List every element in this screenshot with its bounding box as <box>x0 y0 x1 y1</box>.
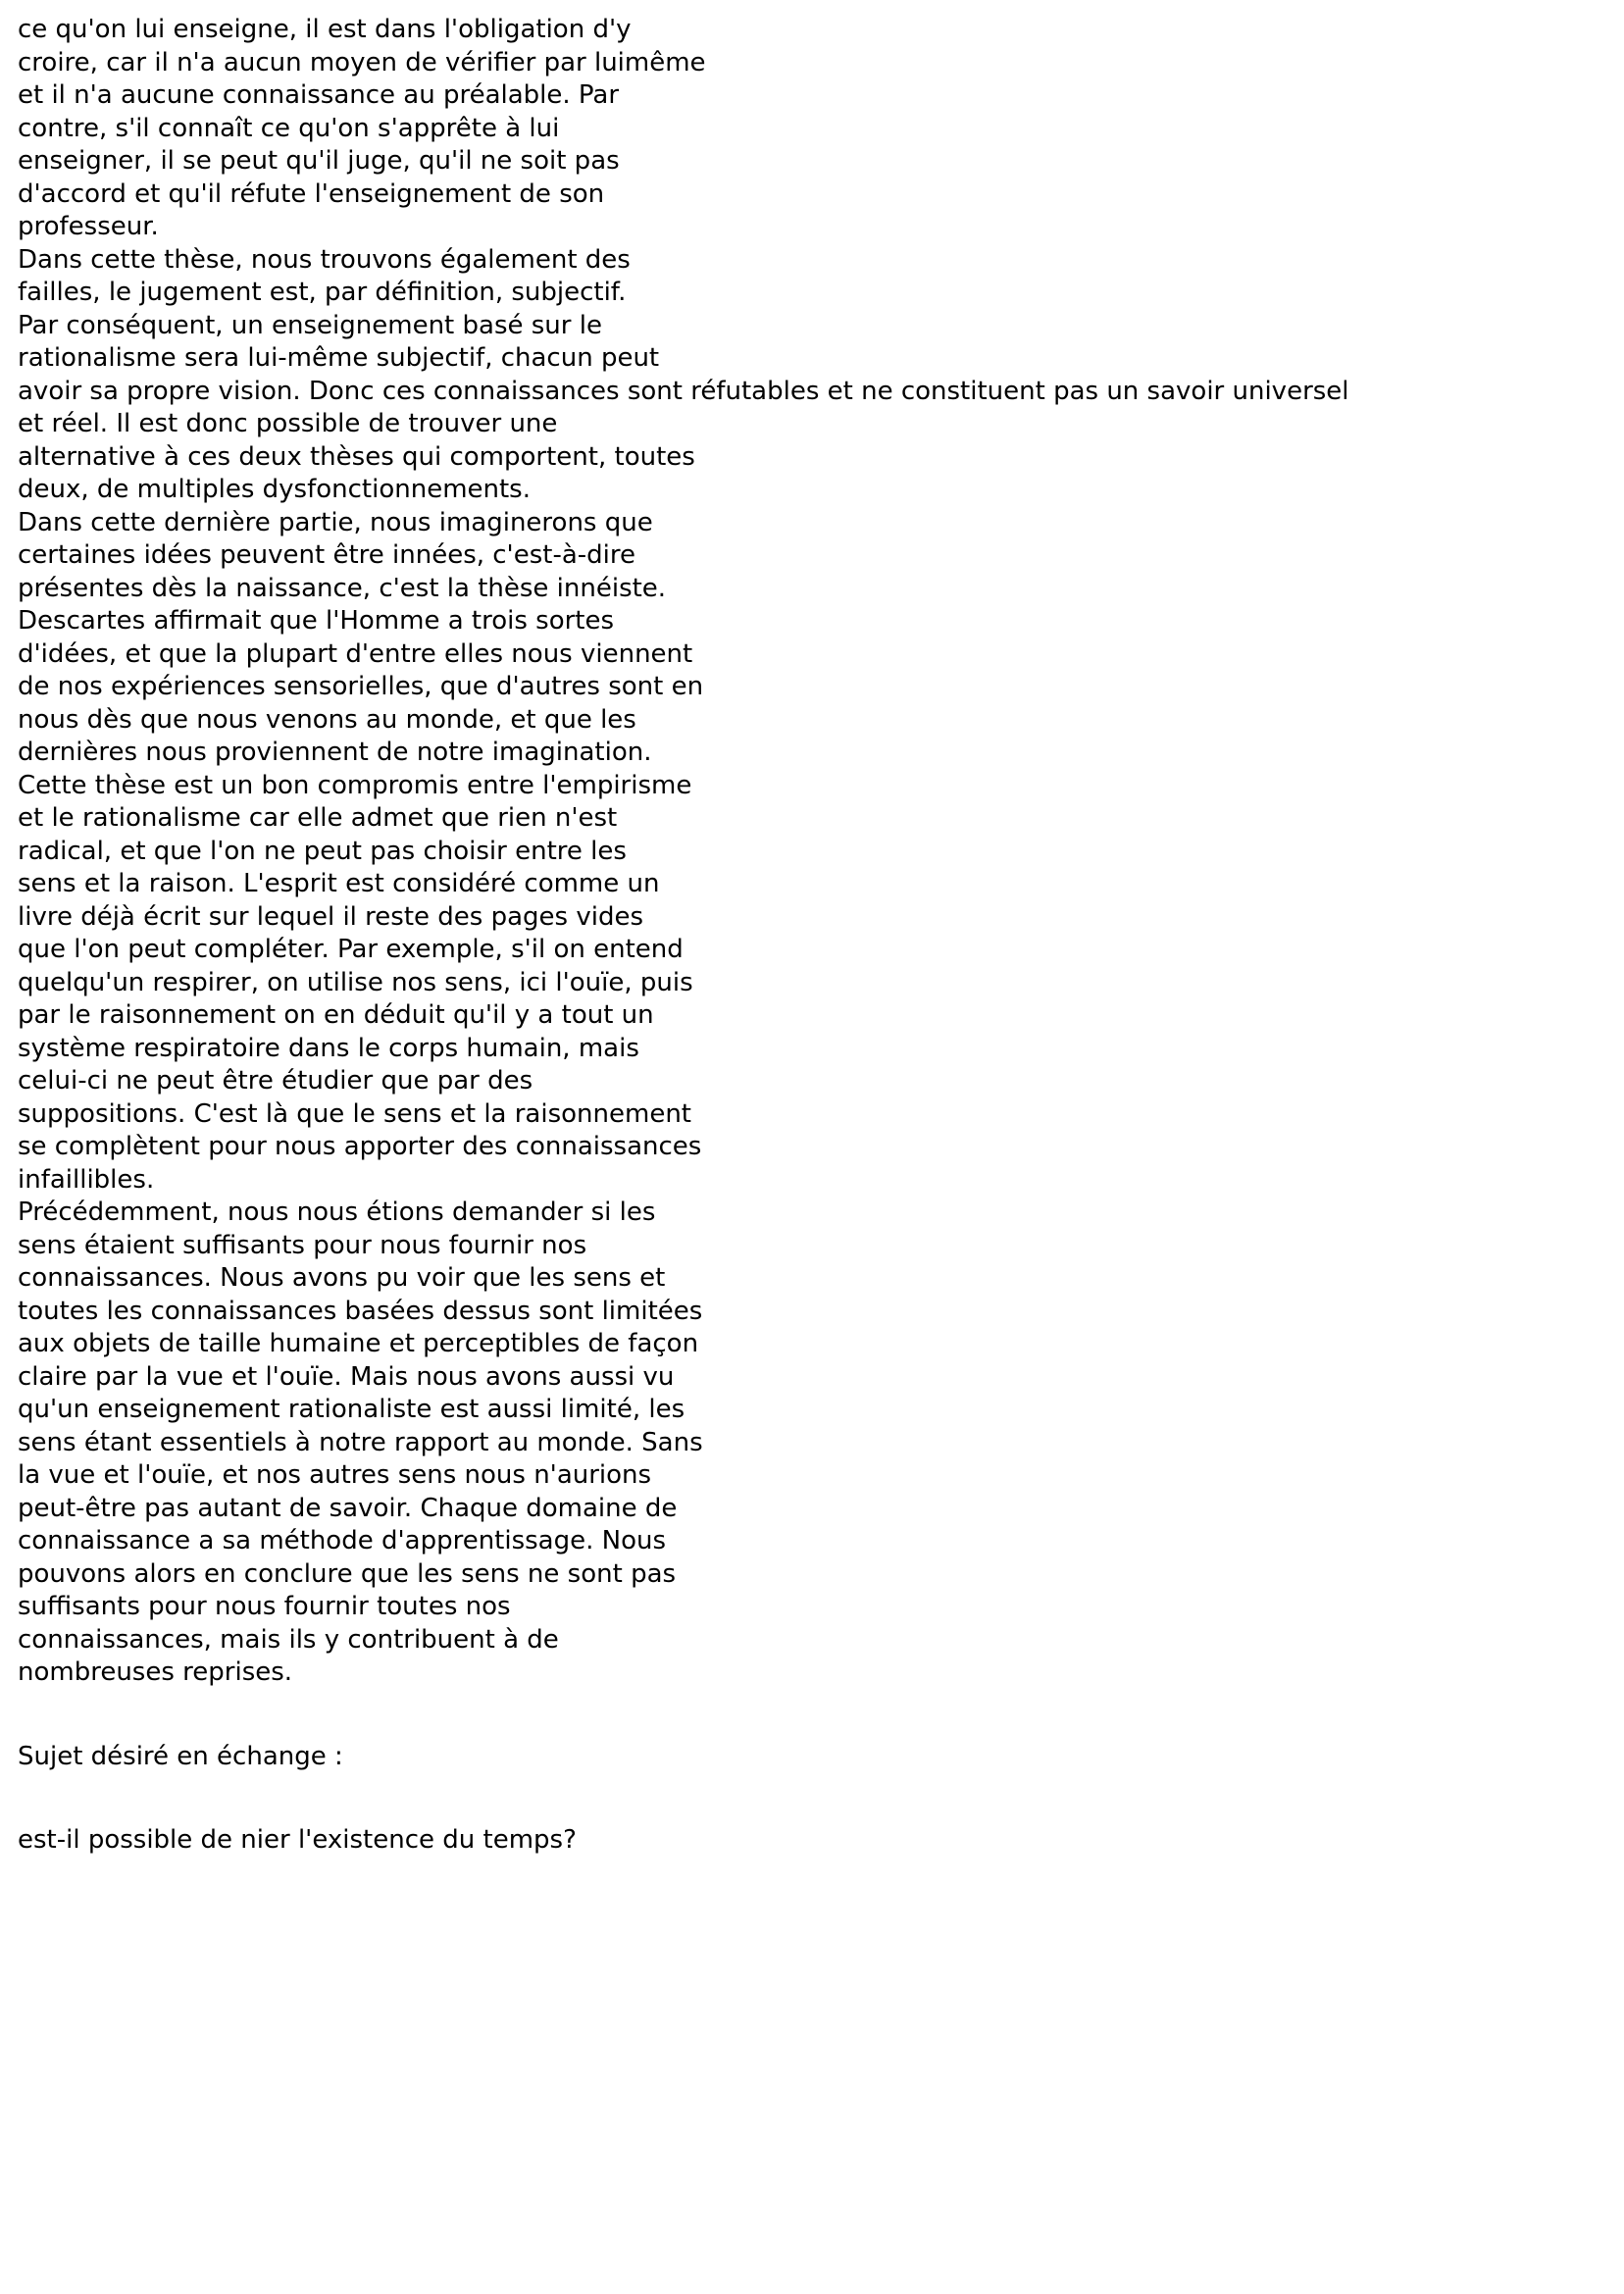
text-line: présentes dès la naissance, c'est la thèse innéiste. <box>18 573 667 603</box>
text-line: Par conséquent, un enseignement basé sur le <box>18 310 602 340</box>
text-line: suffisants pour nous fournir toutes nos <box>18 1592 511 1621</box>
text-line: croire, car il n'a aucun moyen de vérifier par luimême <box>18 47 706 77</box>
text-line: quelqu'un respirer, on utilise nos sens, ici l'ouïe, puis <box>18 967 693 997</box>
text-line: pouvons alors en conclure que les sens ne sont pas <box>18 1558 677 1589</box>
text-line: dernières nous proviennent de notre imagination. <box>18 738 652 767</box>
text-line: système respiratoire dans le corps humain, mais <box>18 1033 639 1063</box>
text-line: Descartes affirmait que l'Homme a trois sortes <box>18 606 615 636</box>
text-line: Cette thèse est un bon compromis entre l'empirisme <box>18 770 692 800</box>
text-line: Dans cette dernière partie, nous imaginerons que <box>18 507 653 537</box>
document-page <box>18 14 1606 1858</box>
text-line: sens et la raison. L'esprit est considéré comme un <box>18 869 660 898</box>
text-line: aux objets de taille humaine et perceptibles de façon <box>18 1329 699 1358</box>
spacer <box>18 1690 1606 1741</box>
text-line: certaines idées peuvent être innées, c'est-à-dire <box>18 540 635 570</box>
text-line: celui-ci ne peut être étudier que par des <box>18 1066 533 1096</box>
exchange-label: Sujet désiré en échange : <box>18 1741 343 1771</box>
text-line: et réel. Il est donc possible de trouver une <box>18 409 558 438</box>
text-line: rationalisme sera lui-même subjectif, chacun peut <box>18 343 660 373</box>
text-line: radical, et que l'on ne peut pas choisir entre les <box>18 836 627 866</box>
text-line: se complètent pour nous apporter des connaissances <box>18 1132 702 1161</box>
text-line: de nos expériences sensorielles, que d'autres sont en <box>18 672 704 701</box>
text-line: d'accord et qu'il réfute l'enseignement de son <box>18 178 605 209</box>
text-line: et il n'a aucune connaissance au préalable. Par <box>18 80 620 110</box>
essay-body <box>18 14 1606 1690</box>
text-line: nombreuses reprises. <box>18 1657 293 1687</box>
text-line: Dans cette thèse, nous trouvons également des <box>18 244 631 275</box>
text-line: contre, s'il connaît ce qu'on s'apprête à lui <box>18 113 560 143</box>
text-line: sens étaient suffisants pour nous fournir nos <box>18 1230 587 1260</box>
text-line: avoir sa propre vision. Donc ces connaissances sont réfutables et ne constituent pas un savoir universel <box>18 376 1349 406</box>
text-line: peut-être pas autant de savoir. Chaque domaine de <box>18 1493 678 1523</box>
text-line: connaissances. Nous avons pu voir que les sens et <box>18 1263 666 1293</box>
text-line: deux, de multiples dysfonctionnements. <box>18 475 531 504</box>
spacer <box>18 1773 1606 1824</box>
text-line: la vue et l'ouïe, et nos autres sens nous n'aurions <box>18 1460 652 1490</box>
text-line: alternative à ces deux thèses qui comportent, toutes <box>18 441 695 472</box>
text-line: failles, le jugement est, par définition, subjectif. <box>18 278 627 307</box>
text-line: professeur. <box>18 212 159 241</box>
text-line: connaissance a sa méthode d'apprentissage. Nous <box>18 1526 667 1555</box>
text-line: sens étant essentiels à notre rapport au monde. Sans <box>18 1427 703 1457</box>
text-line: par le raisonnement on en déduit qu'il y a tout un <box>18 1000 654 1030</box>
text-line: suppositions. C'est là que le sens et la raisonnement <box>18 1098 691 1129</box>
text-line: et le rationalisme car elle admet que rien n'est <box>18 803 618 833</box>
text-line: toutes les connaissances basées dessus sont limitées <box>18 1296 703 1326</box>
text-line: claire par la vue et l'ouïe. Mais nous avons aussi vu <box>18 1361 675 1392</box>
text-line: qu'un enseignement rationaliste est aussi limité, les <box>18 1395 685 1424</box>
text-line: que l'on peut compléter. Par exemple, s'il on entend <box>18 935 684 964</box>
exchange-subject: est-il possible de nier l'existence du temps? <box>18 1825 577 1855</box>
text-line: infaillibles. <box>18 1164 155 1195</box>
text-line: d'idées, et que la plupart d'entre elles nous viennent <box>18 638 693 669</box>
text-line: connaissances, mais ils y contribuent à de <box>18 1624 559 1655</box>
text-line: ce qu'on lui enseigne, il est dans l'obligation d'y <box>18 15 632 44</box>
text-line: nous dès que nous venons au monde, et que les <box>18 704 636 735</box>
text-line: enseigner, il se peut qu'il juge, qu'il ne soit pas <box>18 146 620 176</box>
text-line: livre déjà écrit sur lequel il reste des pages vides <box>18 901 644 932</box>
text-line: Précédemment, nous nous étions demander si les <box>18 1198 656 1227</box>
